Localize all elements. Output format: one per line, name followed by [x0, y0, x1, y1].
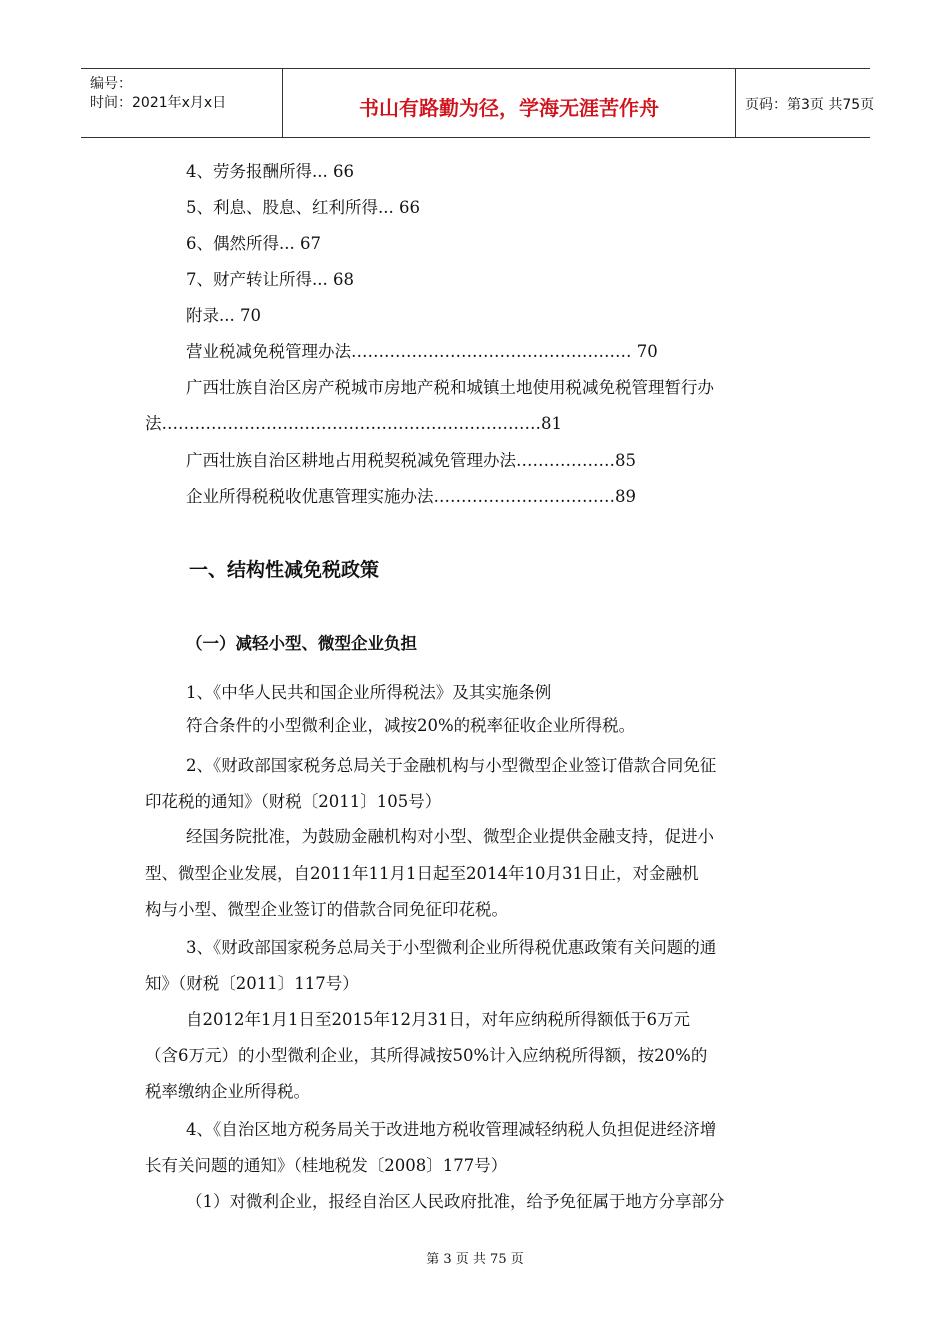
toc-item: 企业所得税税收优惠管理实施办法……………………………89 — [186, 487, 636, 506]
body-line: 经国务院批准，为鼓励金融机构对小型、微型企业提供金融支持，促进小 — [186, 827, 714, 846]
body-line: 自2012年1月1日至2015年12月31日，对年应纳税所得额低于6万元 — [186, 1010, 690, 1029]
toc-item: 营业税减免税管理办法…………………………………………… 70 — [186, 342, 658, 361]
toc-item: 4、劳务报酬所得... 66 — [186, 162, 354, 181]
subsection-title: （一）减轻小型、微型企业负担 — [186, 634, 417, 653]
body-line: 税率缴纳企业所得税。 — [145, 1082, 310, 1101]
body-line: 构与小型、微型企业签订的借款合同免征印花税。 — [145, 900, 508, 919]
body-line: （含6万元）的小型微利企业，其所得减按50%计入应纳税所得额，按20%的 — [145, 1046, 708, 1065]
toc-item: 法……………………………………………………………81 — [145, 414, 562, 433]
toc-item: 5、利息、股息、红利所得... 66 — [186, 198, 420, 217]
header-page-cell — [736, 69, 875, 137]
toc-item: 广西壮族自治区房产税城市房地产税和城镇土地使用税减免税管理暂行办 — [186, 378, 714, 397]
body-line: 印花税的通知》（财税〔2011〕105号） — [145, 792, 442, 811]
page-info: 页码：第3页 共75页 — [745, 97, 875, 113]
document-time-label: 时间：2021年x月x日 — [90, 95, 227, 111]
toc-item: 6、偶然所得... 67 — [186, 234, 321, 253]
section-title: 一、结构性减免税政策 — [189, 559, 380, 581]
document-number-label: 编号： — [90, 76, 132, 92]
body-line: 1、《中华人民共和国企业所得税法》及其实施条例 — [186, 683, 552, 702]
toc-item: 广西壮族自治区耕地占用税契税减免管理办法………………85 — [186, 451, 636, 470]
body-line: 3、《财政部国家税务总局关于小型微利企业所得税优惠政策有关问题的通 — [186, 938, 717, 957]
body-line: 型、微型企业发展，自2011年11月1日起至2014年10月31日止，对金融机 — [145, 864, 699, 883]
body-line: 2、《财政部国家税务总局关于金融机构与小型微型企业签订借款合同免征 — [186, 756, 717, 775]
body-line: （1）对微利企业，报经自治区人民政府批准，给予免征属于地方分享部分 — [186, 1192, 725, 1211]
body-line: 长有关问题的通知》（桂地税发〔2008〕177号） — [145, 1156, 508, 1175]
header-meta-cell — [81, 69, 283, 137]
body-line: 知》（财税〔2011〕117号） — [145, 974, 359, 993]
header-motto-cell — [283, 69, 736, 137]
header-table — [81, 68, 875, 138]
motto-text: 书山有路勤为径，学海无涯苦作舟 — [359, 96, 659, 120]
body-line: 符合条件的小型微利企业，减按20%的税率征收企业所得税。 — [186, 716, 636, 735]
toc-item: 附录... 70 — [186, 306, 261, 325]
page-footer: 第 3 页 共 75 页 — [426, 1252, 524, 1267]
toc-item: 7、财产转让所得... 68 — [186, 270, 354, 289]
body-line: 4、《自治区地方税务局关于改进地方税收管理减轻纳税人负担促进经济增 — [186, 1120, 717, 1139]
